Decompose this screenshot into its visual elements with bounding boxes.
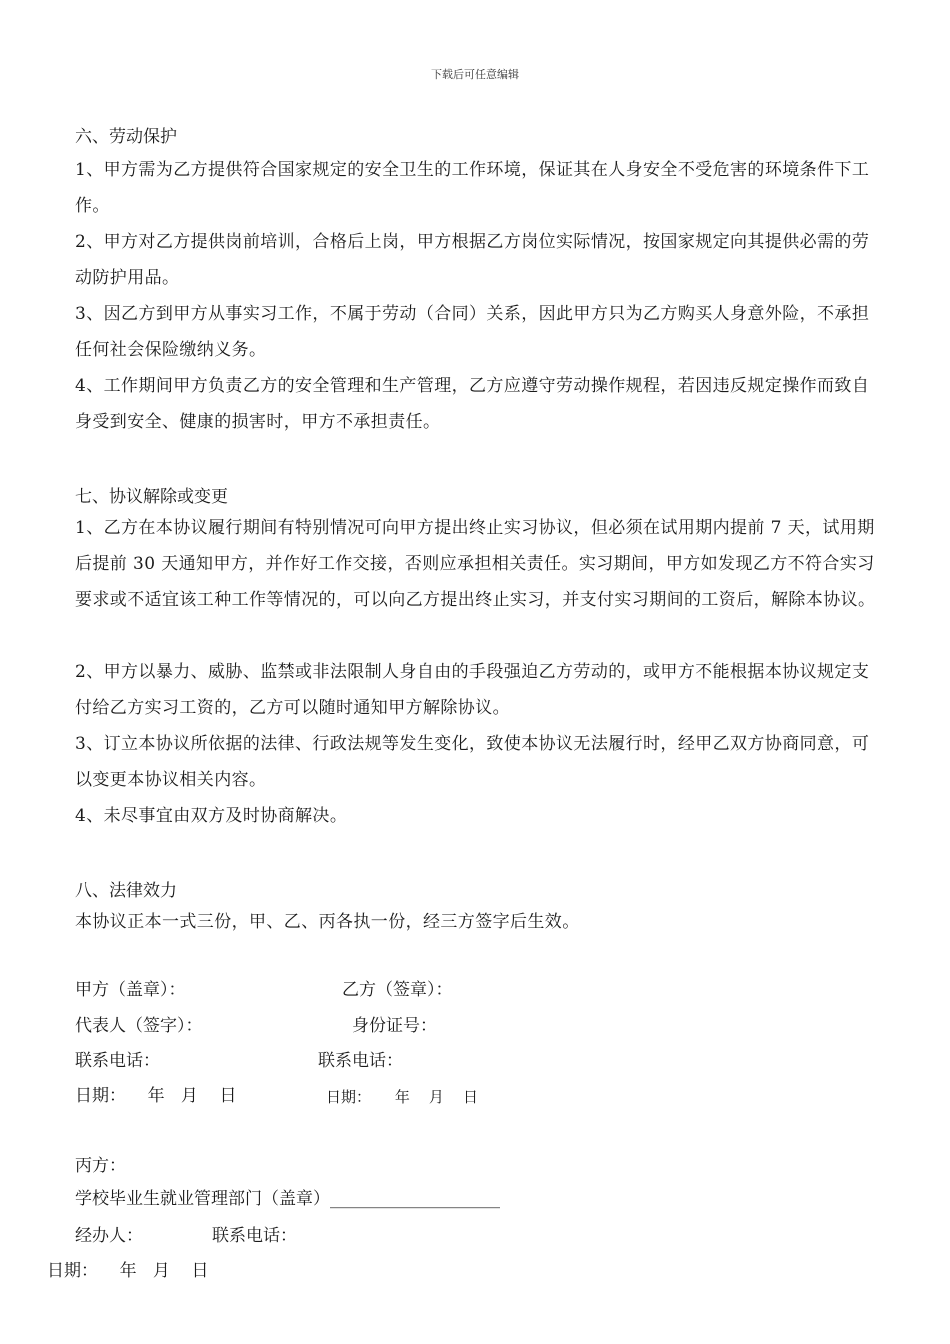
section-6-item-1: 1、甲方需为乙方提供符合国家规定的安全卫生的工作环境，保证其在人身安全不受危害的环境条件下工作。 xyxy=(75,160,870,216)
phone-b-label: 联系电话： xyxy=(318,1051,403,1071)
section-6-item-3: 3、因乙方到甲方从事实习工作，不属于劳动（合同）关系，因此甲方只为乙方购买人身意外险，不承担任何社会保险缴纳义务。 xyxy=(75,304,870,360)
representative-label: 代表人（签字）： xyxy=(75,1016,203,1036)
section-8-text: 本协议正本一式三份，甲、乙、丙各执一份，经三方签字后生效。 xyxy=(75,912,580,932)
party-c-label: 丙方： xyxy=(75,1156,126,1176)
party-a-seal-label: 甲方（盖章）： xyxy=(75,980,186,1000)
phone-a-label: 联系电话： xyxy=(75,1051,160,1071)
section-7-item-2: 2、甲方以暴力、威胁、监禁或非法限制人身自由的手段强迫乙方劳动的，或甲方不能根据本协议规定支付给乙方实习工资的，乙方可以随时通知甲方解除协议。 xyxy=(75,662,870,718)
date-b-label: 日期： 年 月 日 xyxy=(326,1088,478,1106)
page-header: 下载后可任意编辑 xyxy=(431,68,519,81)
id-number-label: 身份证号： xyxy=(352,1016,437,1036)
phone-c-label: 联系电话： xyxy=(212,1226,297,1246)
party-b-sign-label: 乙方（签章）： xyxy=(342,980,453,1000)
date-a-label: 日期： 年 月 日 xyxy=(75,1086,237,1106)
section-6-item-2: 2、甲方对乙方提供岗前培训，合格后上岗，甲方根据乙方岗位实际情况，按国家规定向其提供必需的劳动防护用品。 xyxy=(75,232,870,288)
section-6-title: 六、劳动保护 xyxy=(75,127,177,147)
school-dept-seal-line: 学校毕业生就业管理部门（盖章）____________________ xyxy=(75,1189,500,1209)
section-7-item-1: 1、乙方在本协议履行期间有特别情况可向甲方提出终止实习协议，但必须在试用期内提前 7 天，试用期后提前 30 天通知甲方，并作好工作交接，否则应承担相关责任。实习期间，甲方如发现乙方不符合实习要求或不适宜该工种工作等情况的，可以向乙方提出终止实习，并支付实习期间的工资后，解除本协议。 xyxy=(75,518,876,610)
date-c-label: 日期： 年 月 日 xyxy=(47,1261,209,1281)
section-8-title: 八、法律效力 xyxy=(75,881,177,901)
handler-label: 经办人： xyxy=(75,1226,143,1246)
section-6-item-4: 4、工作期间甲方负责乙方的安全管理和生产管理，乙方应遵守劳动操作规程，若因违反规定操作而致自身受到安全、健康的损害时，甲方不承担责任。 xyxy=(75,376,870,432)
section-7-title: 七、协议解除或变更 xyxy=(75,487,228,507)
section-7-item-3: 3、订立本协议所依据的法律、行政法规等发生变化，致使本协议无法履行时，经甲乙双方协商同意，可以变更本协议相关内容。 xyxy=(75,734,870,790)
section-7-item-4: 4、未尽事宜由双方及时协商解决。 xyxy=(75,806,348,826)
